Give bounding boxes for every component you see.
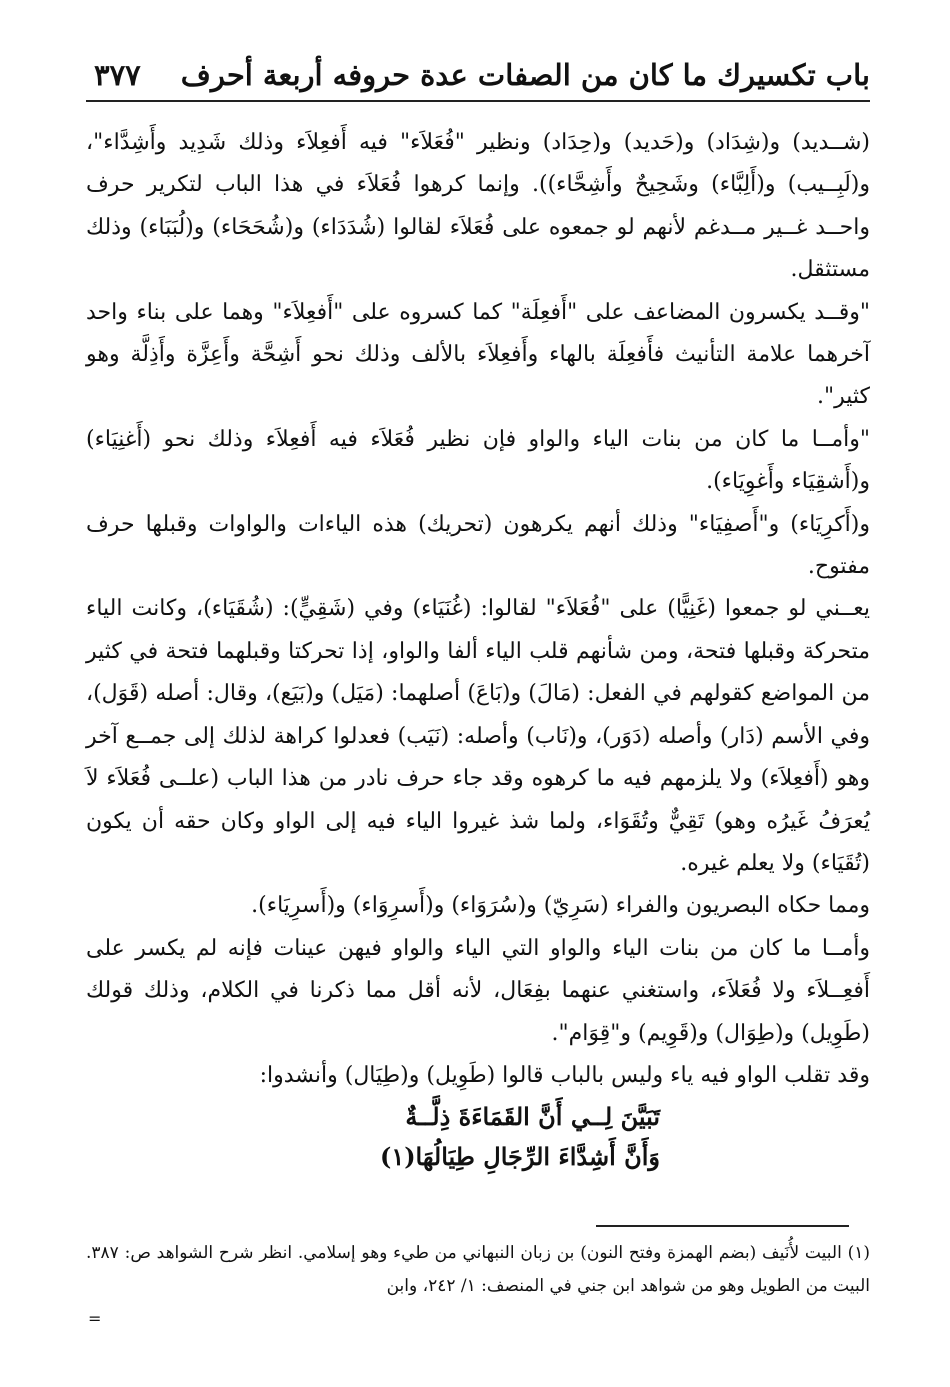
- paragraph: وقد تقلب الواو فيه ياء وليس بالباب قالوا (طَوِيل) و(طِيَال) وأنشدوا:: [259, 1062, 870, 1088]
- footnote-separator: [596, 1225, 849, 1227]
- footnotes: [86, 1237, 870, 1303]
- paragraph: ومما حكاه البصريون والفراء (سَرِيّ) و(سُرَوَاء) و(أَسرِوَاء) و(أَسرِيَاء).: [251, 893, 870, 919]
- paragraph: و(أَكرِيَاء) و"أَصفِيَاء" وذلك أنهم يكرهون (تحريك) هذه الياءات والواوات وقبلها حرف مفتوح.: [86, 511, 870, 580]
- page-number: ٣٧٧: [94, 58, 141, 92]
- verse-line: تَبَيَّنَ لِــي أَنَّ القَمَاءَةَ ذِلَّــةٌ: [405, 1102, 660, 1132]
- page-header: [86, 54, 870, 102]
- paragraph: وأمــا ما كان من بنات الياء والواو التي الياء والواو فيهن عينات فإنه لم يكسر على أَفعِــلاَء ولا فُعَلاَء، واستغني عنهما بفِعَال، لأنه أقل مما ذكرنا في الكلام، وذلك قولك (طَوِيل) و(طِوَال) و(قَوِيم) و"قِوَام".: [86, 935, 871, 1046]
- paragraph: (شــديد) و(شِدَاد) و(حَديد) و(حِدَاد) ونظير "فُعَلاَء" فيه أَفعِلاَء وذلك شَدِيد وأَشِدَّاء"، و(لَبِــيب) و(أَلِبَّاء) وشَحِيحٌ وأَشِحَّاء)). وإنما كرهوا فُعَلاَء في هذا الباب لتكرير حرف واحــد غــير مــدغم لأنهم لو جمعوه على فُعَلاَء لقالوا (شُدَدَاء) و(شُحَحَاء) و(لُبَبَاء) وذلك مستثقل.: [86, 130, 870, 283]
- footnote: (١) البيت لأُنَيف (بضم الهمزة وفتح النون) بن زبان النبهاني من طيء وهو إسلامي. انظر شرح الشواهد ص: ٣٨٧. البيت من الطويل وهو من شواهد ابن جني في المنصف: ١/ ٢٤٢، وابن: [86, 1243, 870, 1296]
- running-title: باب تكسيرك ما كان من الصفات عدة حروفه أربعة أحرف: [180, 58, 870, 92]
- continuation-mark: =: [88, 1309, 102, 1328]
- paragraph: يعــني لو جمعوا (غَنِيًّا) على "فُعَلاَء" لقالوا: (غُنَيَاء) وفي (شَقِيٍّ): (شُقَيَاء)، وكانت الياء متحركة وقبلها فتحة، ومن شأنهم قلب الياء ألفا والواو، إذا تحركتا وقبلهما فتحة في كثير من المواضع كقولهم في الفعل: (مَالَ) و(بَاعَ) أصلهما: (مَيَل) و(بَيَع)، وقال: أصله (قَوَل)، وفي الأسم (دَار) وأصله (دَوَر)، و(نَاب) وأصله: (نَيَب) فعدلوا كراهة لذلك إلى جمــع آخر وهو (أَفعِلاَء) ولا يلزمهم فيه ما كرهوه وقد جاء حرف نادر من هذا الباب (علــى فُعَلاَء لاَ يُعرَفُ غَيرُه وهو) تَقِيٌّ وتُقَوَاء، ولما شذ غيروا الياء فيه إلى الواو وكان حقه أن يكون (تُقَيَاء) ولا يعلم غيره.: [86, 596, 870, 876]
- paragraph: "وقــد يكسرون المضاعف على "أَفعِلَة" كما كسروه على "أَفعِلاَء" وهما على بناء واحد آخرهما علامة التأنيث فأَفعِلَة بالهاء وأَفعِلاَء بالألف وذلك نحو أَشِحَّة وأَعِزَّة وأَذِلَّة وهو كثير".: [86, 299, 870, 410]
- main-text: [86, 122, 870, 1177]
- verse-line: وَأَنَّ أَشِدَّاءَ الرِّجَالِ طِيَالُهَا(١): [379, 1142, 660, 1172]
- paragraph: "وأمــا ما كان من بنات الياء والواو فإن نظير فُعَلاَء فيه أَفعِلاَء وذلك نحو (أَغنِيَاء) و(أَشقِيَاء وأَغوِيَاء).: [86, 426, 870, 495]
